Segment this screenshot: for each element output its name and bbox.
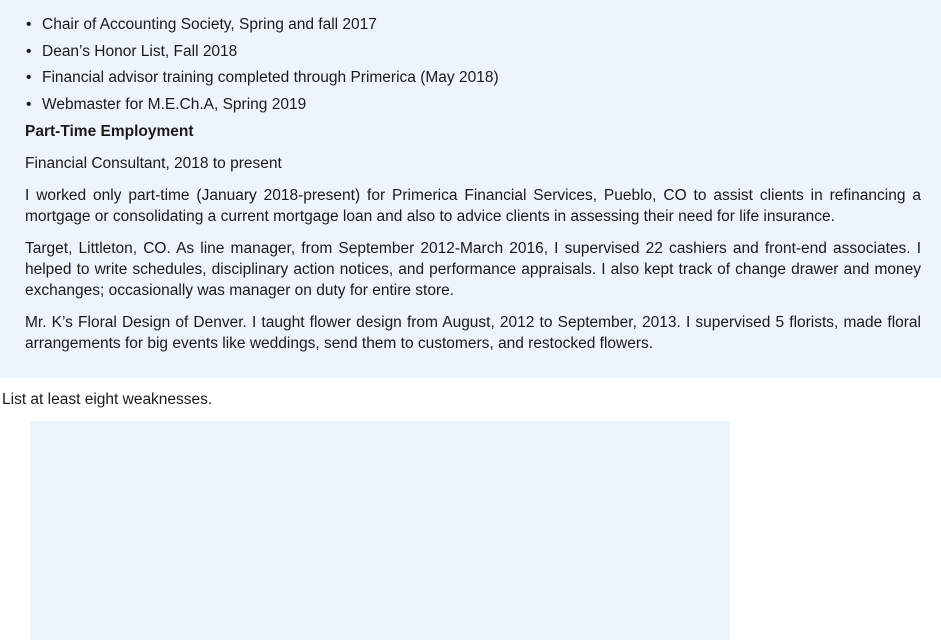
bullet-icon: • — [26, 69, 32, 87]
list-item — [25, 67, 921, 88]
achievement-text: Dean’s Honor List, Fall 2018 — [42, 42, 238, 60]
achievement-text: Financial advisor training completed through Primerica (May 2018) — [42, 69, 499, 87]
achievement-text: Chair of Accounting Society, Spring and fall 2017 — [42, 16, 377, 33]
list-item — [25, 94, 921, 115]
employment-heading: Part-Time Employment — [25, 123, 194, 141]
job-description-target: Target, Littleton, CO. As line manager, from September 2012-March 2016, I supervised 22 cashiers and front-end associates. I helped to write schedules, disciplinary action notices, and performance appraisals. I also kept track of change drawer and money exchanges; occasionally was manager on duty for entire store. — [25, 240, 921, 300]
achievements-list — [25, 14, 921, 115]
question-prompt: List at least eight weaknesses. — [2, 391, 213, 408]
bullet-icon: • — [26, 96, 32, 114]
job-title-line: Financial Consultant, 2018 to present — [25, 155, 282, 173]
achievement-text: Webmaster for M.E.Ch.A, Spring 2019 — [42, 96, 307, 114]
list-item — [25, 41, 921, 62]
answer-input-area[interactable] — [30, 421, 730, 640]
job-description-primerica: I worked only part-time (January 2018-present) for Primerica Financial Services, Pueblo, CO to assist clients in refinancing a mortgage or consolidating a current mortgage loan and also to advice clients in assessing their need for life insurance. — [25, 187, 921, 226]
job-description-floral: Mr. K’s Floral Design of Denver. I taught flower design from August, 2012 to September, 2013. I supervised 5 florists, made floral arrangements for big events like weddings, send them to customers, and restocked flowers. — [25, 314, 921, 353]
bullet-icon: • — [26, 16, 32, 33]
bullet-icon: • — [26, 42, 32, 60]
list-item — [25, 14, 921, 35]
